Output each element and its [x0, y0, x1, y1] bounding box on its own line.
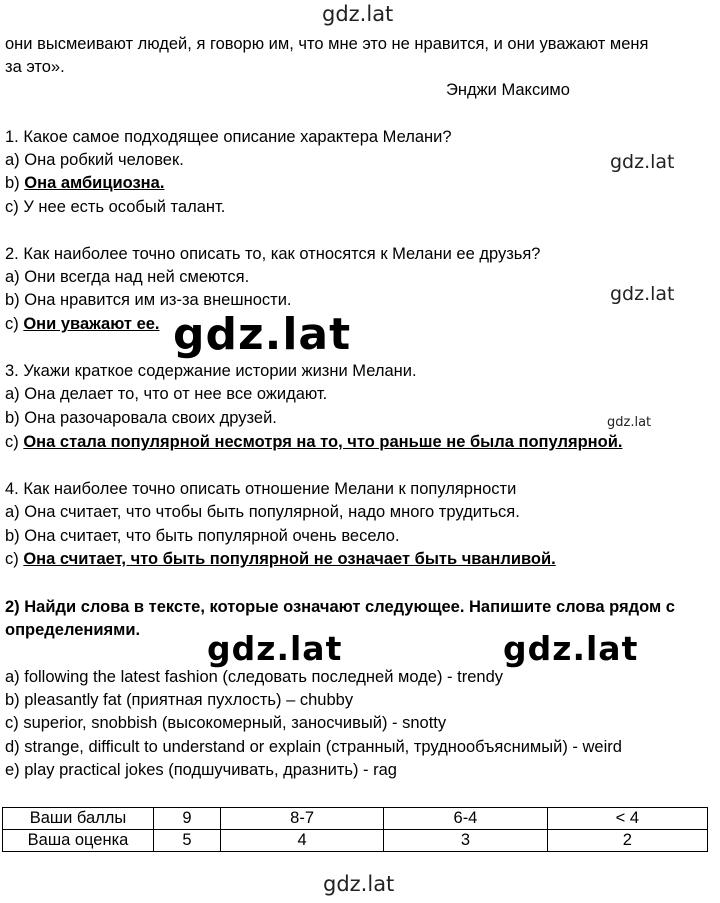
option-text: У нее есть особый талант.	[23, 198, 226, 216]
task2-heading-line-2: определениями.	[5, 621, 141, 639]
definition-e: e) play practical jokes (подшучивать, дразнить) - rag	[5, 761, 397, 779]
option-text: Она считает, что чтобы быть популярной, надо много трудиться.	[24, 503, 520, 521]
quote-line-2: за это».	[5, 58, 65, 76]
definition-c: c) superior, snobbish (высокомерный, заносчивый) - snotty	[5, 714, 447, 732]
quote-line-1: они высмеивают людей, я говорю им, что мне это не нравится, и они уважают меня	[5, 35, 649, 53]
option-prefix: c)	[5, 198, 19, 216]
option-prefix: b)	[5, 409, 20, 427]
quote-author: Энджи Максимо	[446, 81, 570, 99]
option-prefix: a)	[5, 268, 20, 286]
question-2: 2. Как наиболее точно описать то, как относятся к Мелани ее друзья?	[5, 245, 541, 263]
option-text: Она делает то, что от нее все ожидают.	[24, 385, 328, 403]
correct-answer: Она стала популярной несмотря на то, что раньше не была популярной.	[23, 433, 623, 451]
table-cell: Ваша оценка	[3, 830, 154, 852]
watermark-top: gdz.lat	[322, 2, 394, 26]
option-prefix: c)	[5, 315, 19, 333]
option-prefix: a)	[5, 503, 20, 521]
watermark-small: gdz.lat	[607, 415, 652, 430]
q1-option-a	[5, 149, 184, 173]
option-prefix: a)	[5, 151, 20, 169]
q3-option-c	[5, 431, 622, 455]
table-cell: Ваши баллы	[3, 808, 154, 830]
table-cell: 4	[220, 830, 383, 852]
watermark-right-2: gdz.lat	[610, 283, 675, 305]
option-text: Она робкий человек.	[24, 151, 184, 169]
option-text: Она разочаровала своих друзей.	[24, 409, 277, 427]
question-1: 1. Какое самое подходящее описание характера Мелани?	[5, 128, 452, 146]
option-prefix: c)	[5, 433, 19, 451]
q3-option-b	[5, 407, 277, 431]
question-3: 3. Укажи краткое содержание истории жизни Мелани.	[5, 362, 417, 380]
option-prefix: c)	[5, 550, 19, 568]
option-text: Они всегда над ней смеются.	[24, 268, 250, 286]
table-cell: 5	[154, 830, 221, 852]
q1-option-c	[5, 196, 225, 220]
definition-b: b) pleasantly fat (приятная пухлость) – chubby	[5, 691, 354, 709]
correct-answer: Она амбициозна.	[24, 174, 165, 192]
watermark-bottom: gdz.lat	[323, 872, 395, 896]
watermark-large-3: gdz.lat	[503, 629, 639, 668]
q2-option-a	[5, 266, 249, 290]
table-row	[3, 830, 708, 852]
table-cell: 8-7	[220, 808, 383, 830]
option-prefix: b)	[5, 291, 20, 309]
table-row	[3, 808, 708, 830]
watermark-large-2: gdz.lat	[207, 629, 343, 668]
q2-option-c	[5, 313, 160, 337]
score-table	[2, 807, 708, 852]
correct-answer: Она считает, что быть популярной не означает быть чванливой.	[23, 550, 556, 568]
table-cell: 3	[384, 830, 547, 852]
q4-option-b	[5, 525, 400, 549]
option-prefix: b)	[5, 527, 20, 545]
correct-answer: Они уважают ее.	[23, 315, 160, 333]
table-cell: 2	[547, 830, 707, 852]
q4-option-c	[5, 548, 556, 572]
q3-option-a	[5, 383, 327, 407]
watermark-large-1: gdz.lat	[173, 309, 352, 360]
watermark-right-1: gdz.lat	[610, 151, 675, 173]
q1-option-b	[5, 172, 164, 196]
table-cell: 6-4	[384, 808, 547, 830]
table-cell: < 4	[547, 808, 707, 830]
definition-a: a) following the latest fashion (следовать последней моде) - trendy	[5, 668, 503, 686]
question-4: 4. Как наиболее точно описать отношение Мелани к популярности	[5, 480, 517, 498]
definition-d: d) strange, difficult to understand or explain (странный, труднообъяснимый) - weird	[5, 738, 622, 756]
option-text: Она нравится им из-за внешности.	[24, 291, 292, 309]
option-prefix: b)	[5, 174, 20, 192]
table-cell: 9	[154, 808, 221, 830]
task2-heading-line-1: 2) Найди слова в тексте, которые означают следующее. Напишите слова рядом с	[5, 598, 675, 616]
option-text: Она считает, что быть популярной очень весело.	[24, 527, 400, 545]
q4-option-a	[5, 501, 520, 525]
option-prefix: a)	[5, 385, 20, 403]
